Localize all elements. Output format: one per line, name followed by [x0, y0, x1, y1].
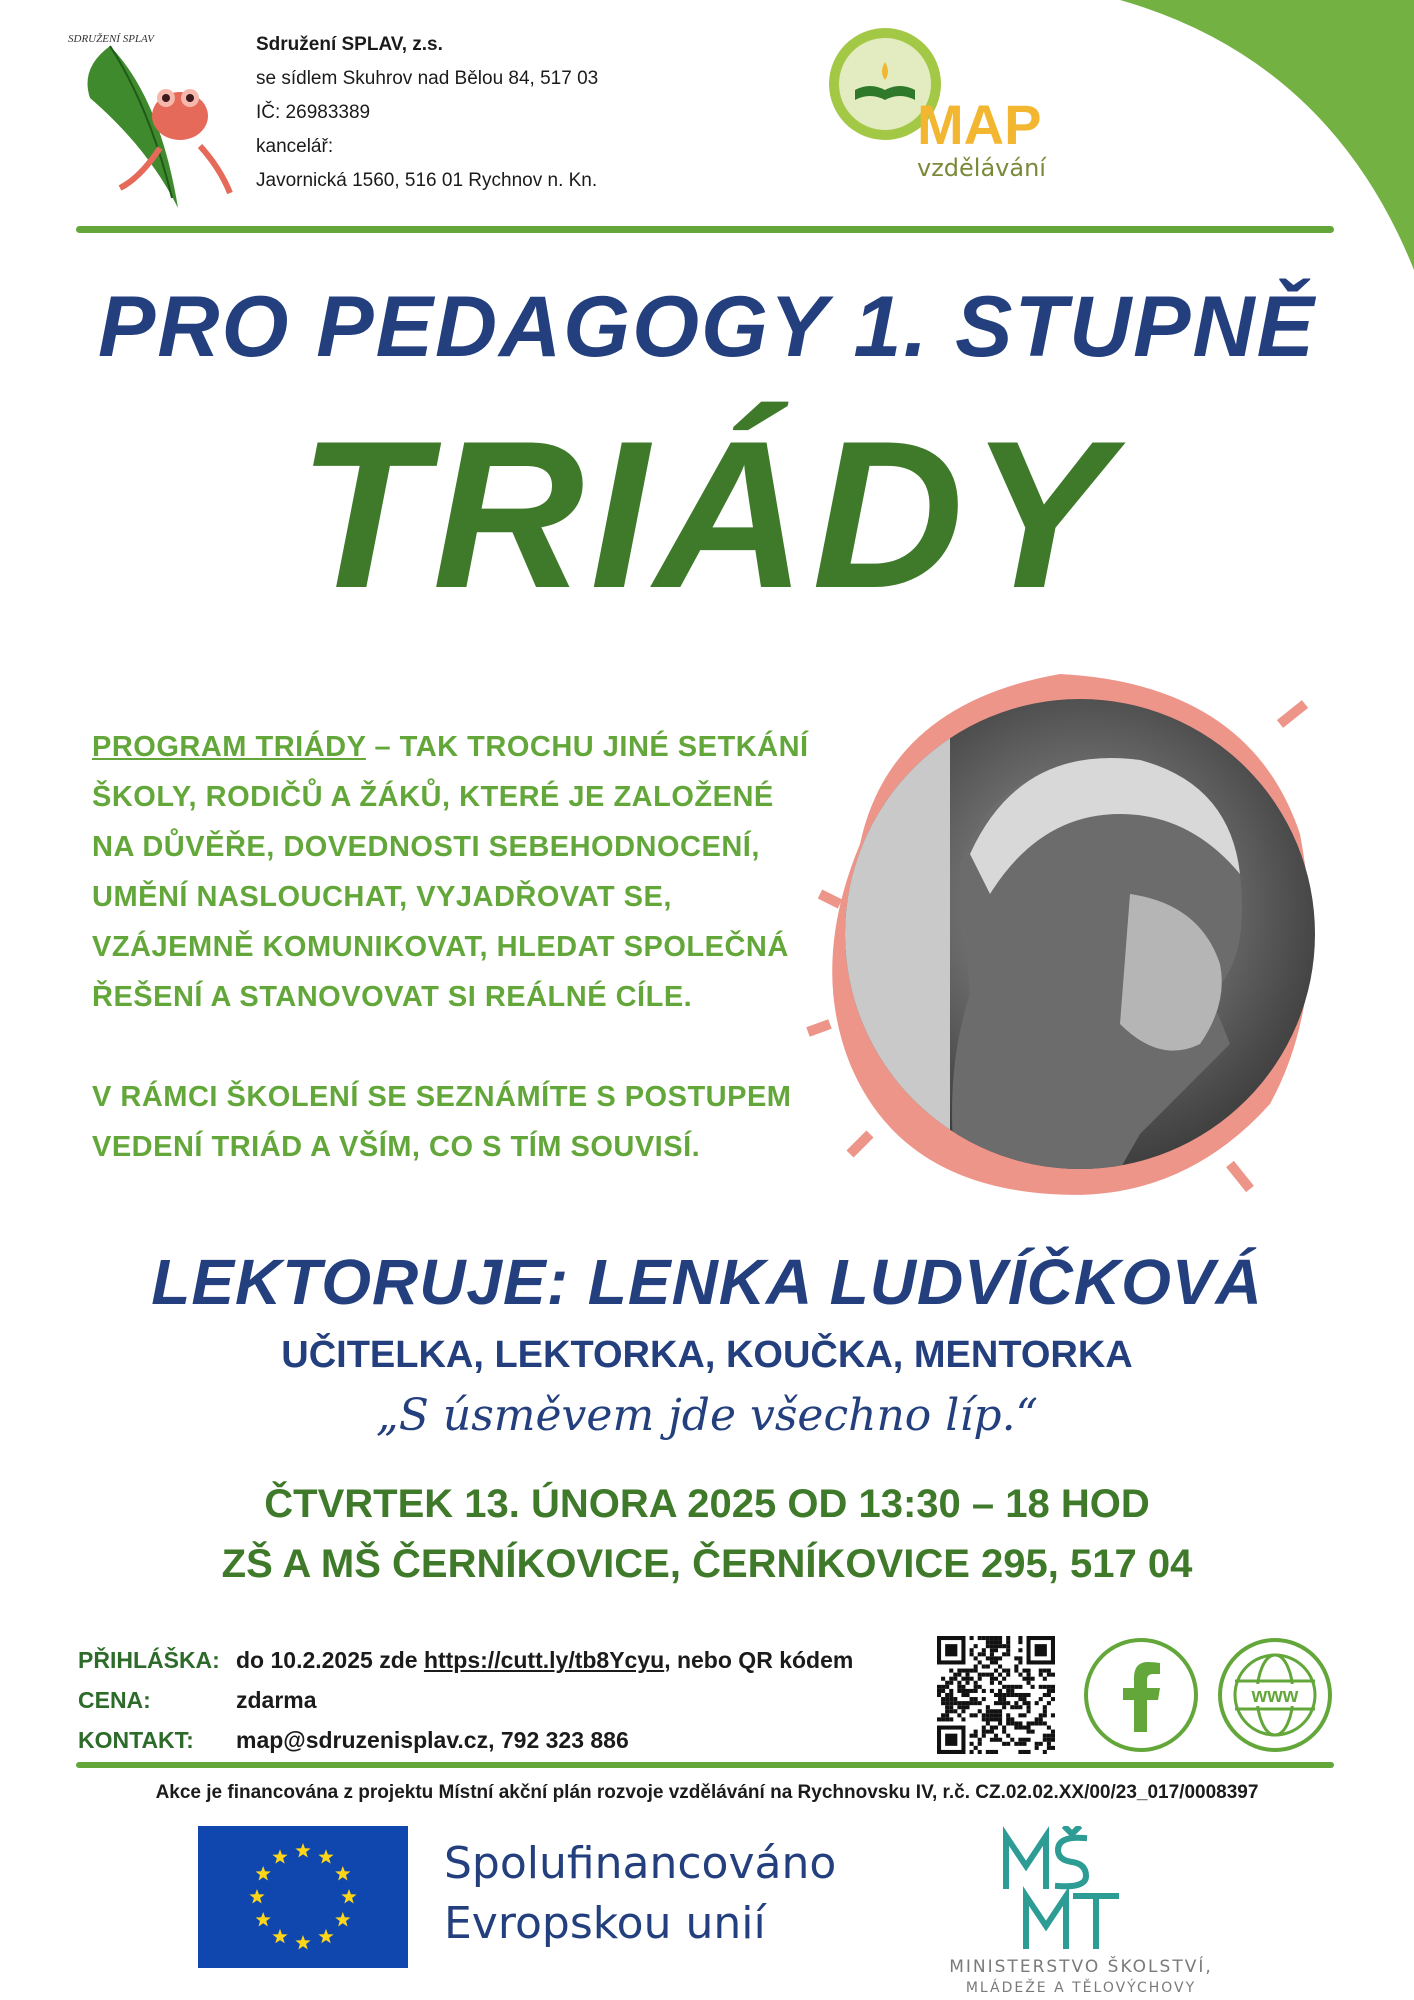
program-text-2: V RÁMCI ŠKOLENÍ SE SEZNÁMÍTE S POSTUPEM VEDENÍ TRIÁD A VŠÍM, CO S TÍM SOUVISÍ.: [92, 1081, 792, 1163]
msmt-line-1: MINISTERSTVO ŠKOLSTVÍ,: [949, 1957, 1213, 1977]
contact-label: KONTAKT:: [78, 1727, 194, 1753]
eu-cofunded-text: [444, 1834, 836, 1954]
msmt-line-2: MLÁDEŽE A TĚLOVÝCHOVY: [965, 1980, 1197, 1996]
footer-divider: [76, 1762, 1334, 1768]
price-value: zdarma: [236, 1687, 317, 1713]
signup-post: , nebo QR kódem: [664, 1647, 854, 1673]
contact-value[interactable]: map@sdruzenisplav.cz, 792 323 886: [236, 1727, 629, 1753]
map-logo-sub: vzdělávání: [917, 154, 1046, 182]
lecturer-motto: „S úsměvem jde všechno líp.“: [375, 1390, 1039, 1441]
eu-flag: [198, 1826, 408, 1968]
program-description: [92, 722, 812, 1172]
info-block: [78, 1640, 853, 1760]
program-text-1: – TAK TROCHU JINÉ SETKÁNÍ ŠKOLY, RODIČŮ A ŽÁKŮ, KTERÉ JE ZALOŽENÉ NA DŮVĚŘE, DOVEDNOSTI SEBEHODNOCENÍ, UMĚNÍ NASLOUCHAT, VYJADŘOVAT SE, VZÁJEMNĚ KOMUNIKOVAT, HLEDAT SPOLEČNÁ ŘEŠENÍ A STANOVOVAT SI REÁLNÉ CÍLE.: [92, 731, 809, 1013]
globe-icon[interactable]: [1216, 1636, 1334, 1754]
org-ico: IČ: 26983389: [256, 102, 371, 123]
org-name: Sdružení SPLAV, z.s.: [256, 34, 443, 55]
event-place: ZŠ A MŠ ČERNÍKOVICE, ČERNÍKOVICE 295, 517 04: [221, 1542, 1193, 1586]
photo-portrait: [800, 664, 1320, 1204]
map-logo: [825, 14, 1075, 189]
eu-line-1: Spolufinancováno: [444, 1838, 837, 1889]
facebook-icon[interactable]: [1082, 1636, 1200, 1754]
signup-label: PŘIHLÁŠKA:: [78, 1647, 220, 1673]
event-date: ČTVRTEK 13. ÚNORA 2025 OD 13:30 – 18 HOD: [264, 1482, 1150, 1526]
funding-note: Akce je financována z projektu Místní akční plán rozvoje vzdělávání na Rychnovsku IV, r.č. CZ.02.02.XX/00/23_017/0008397: [155, 1782, 1259, 1803]
program-lead: PROGRAM TRIÁDY: [92, 731, 366, 763]
splav-logo-text: SDRUŽENÍ SPLAV: [68, 33, 154, 45]
header-divider: [76, 226, 1334, 233]
eu-line-2: Evropskou unií: [444, 1898, 766, 1949]
office-label: kancelář:: [256, 136, 334, 157]
signup-row: [78, 1640, 853, 1680]
price-row: [78, 1680, 853, 1720]
qr-code[interactable]: [937, 1636, 1055, 1754]
office-address: Javornická 1560, 516 01 Rychnov n. Kn.: [256, 170, 598, 191]
map-logo-title: MAP: [917, 93, 1042, 156]
contact-row: [78, 1720, 853, 1760]
org-address: se sídlem Skuhrov nad Bělou 84, 517 03: [256, 68, 599, 89]
page-title: TRIÁDY: [298, 397, 1116, 632]
signup-link[interactable]: https://cutt.ly/tb8Ycyu: [423, 1647, 665, 1673]
price-label: CENA:: [78, 1687, 151, 1713]
org-info: [256, 28, 598, 198]
signup-pre: do 10.2.2025 zde: [236, 1647, 424, 1673]
lecturer-line: LEKTORUJE: LENKA LUDVÍČKOVÁ: [151, 1246, 1263, 1318]
www-label: www: [1251, 1685, 1299, 1707]
frog-leaf-logo: [60, 28, 240, 213]
msmt-logo: [926, 1826, 1236, 1996]
subtitle: PRO PEDAGOGY 1. STUPNĚ: [97, 279, 1317, 375]
lecturer-roles: UČITELKA, LEKTORKA, KOUČKA, MENTORKA: [281, 1334, 1133, 1376]
